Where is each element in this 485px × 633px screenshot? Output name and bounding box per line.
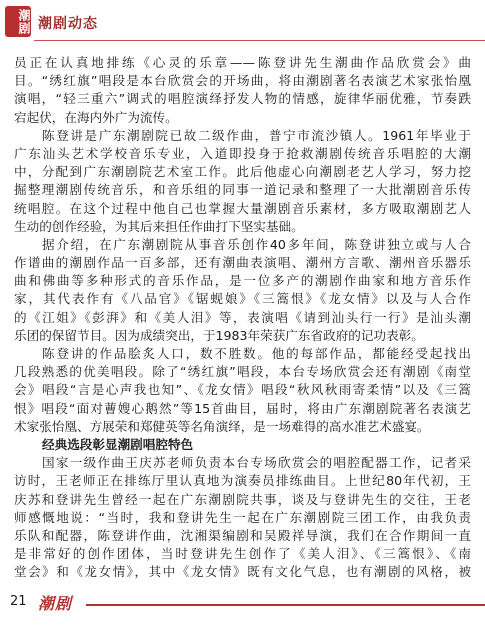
text-line: 师感慨地说：“当时，我和登讲先生一起在广东潮剧院三团工作，由我负责 xyxy=(14,509,471,525)
text-line: 统唱腔。在这个过程中他自己也掌握大量潮剧音乐素材，多方吸取潮剧艺人 xyxy=(14,200,471,216)
text-line: 国家一级作曲王庆苏老师负责本台专场欣赏会的唱腔配器工作，记者采 xyxy=(42,455,471,471)
text-line: 陈登讲的作品脍炙人口，数不胜数。他的每部作品，都能经受起找出 xyxy=(42,346,471,361)
text-line: 掘整理潮剧传统音乐，和音乐组的同事一道记录和整理了一大批潮剧音乐传 xyxy=(14,182,471,198)
text-line: 庆苏和登讲先生曾经一起在广东潮剧院共事，谈及与登讲先生的交往，王老 xyxy=(14,491,471,507)
footer-logo: 潮剧 xyxy=(38,594,73,613)
header-logo: 潮剧 xyxy=(5,6,31,37)
text-line: 员正在认真地排练《心灵的乐章——陈登讲先生潮曲作品欣赏会》曲 xyxy=(14,55,471,70)
text-line: 访时，王老师正在排练厅里认真地为演奏员排练曲目。上世纪80年代初，王 xyxy=(14,473,471,489)
text-line: 几段熟悉的优美唱段。除了“绣红旗”唱段，本台专场欣赏会还有潮剧《南堂 xyxy=(14,364,471,380)
text-line: 广东汕头艺术学校音乐专业，入道即投身于抢救潮剧传统音乐唱腔的大潮 xyxy=(14,145,471,161)
text-line: 乐队和配器，陈登讲作曲，沈湘渠编剧和吴殿祥导演，我们在合作期间一直 xyxy=(14,527,471,543)
text-line: 目。“绣红旗”唱段是本台欣赏会的开场曲，将由潮剧著名表演艺术家张怡凰 xyxy=(14,73,471,89)
text-line: 会》唱段“言是心声我也知”、《龙女情》唱段“秋风秋雨寄柔情”以及《三篙 xyxy=(14,382,471,398)
page-number: 21 xyxy=(10,594,27,609)
text-line: 恨》唱段“面对蓸嫂心鹅然”等15首曲目，届时，将由广东潮剧院著名表演艺 xyxy=(14,400,471,416)
text-line: 曲和佛曲等多种形式的音乐作品，是一位多产的潮剧作曲家和地方音乐作 xyxy=(14,273,471,289)
text-line: 宕起伏，在海内外广为流传。 xyxy=(14,109,178,125)
text-line: 的《江姐》《彭湃》和《美人泪》等，表演唱《请到汕头行一行》是汕头潮 xyxy=(14,309,471,325)
header-divider xyxy=(34,40,485,41)
section-title: 潮剧动态 xyxy=(38,16,98,32)
section-heading: 经典选段彰显潮剧唱腔特色 xyxy=(42,436,194,452)
text-line: 是非常好的创作团体，当时登讲先生创作了《美人泪》、《三篙恨》、《南 xyxy=(14,546,471,562)
text-line: 生动的创作经验，为其后来担任作曲打下坚实基础。 xyxy=(14,218,304,234)
text-line: 堂会》和《龙女情》，其中《龙女情》既有文化气息，也有潮剧的风格，被 xyxy=(14,564,471,580)
footer-divider xyxy=(86,604,485,606)
text-line: 乐团的保留节目。因为成绩突出，于1983年荣获广东省政府的记功表彰。 xyxy=(14,327,424,343)
text-line: 陈登讲是广东潮剧院已故二级作曲，普宁市流沙镇人。1961年毕业于 xyxy=(42,127,471,143)
text-line: 家，其代表作有《八品官》《锯蚬娘》《三篙恨》《龙女情》以及与人合作 xyxy=(14,291,471,307)
text-line: 中，分配到广东潮剧院艺术室工作。此后他虚心向潮剧老艺人学习，努力挖 xyxy=(14,164,471,180)
article-body xyxy=(14,54,471,581)
text-line: 术家张怡凰、方展荣和郑健英等名角演绎，是一场难得的高水准艺术盛宴。 xyxy=(14,418,430,434)
text-line: 作谱曲的潮剧作品一百多部，还有潮曲表演唱、潮州方言歌、潮州音乐器乐 xyxy=(14,255,471,271)
text-line: 据介绍，在广东潮剧院从事音乐创作40多年间，陈登讲独立或与人合 xyxy=(42,236,471,252)
text-line: 演唱，“轻三重六”调式的唱腔演绎抒发人物的情感，旋律华丽优雅，节奏跌 xyxy=(14,91,471,107)
